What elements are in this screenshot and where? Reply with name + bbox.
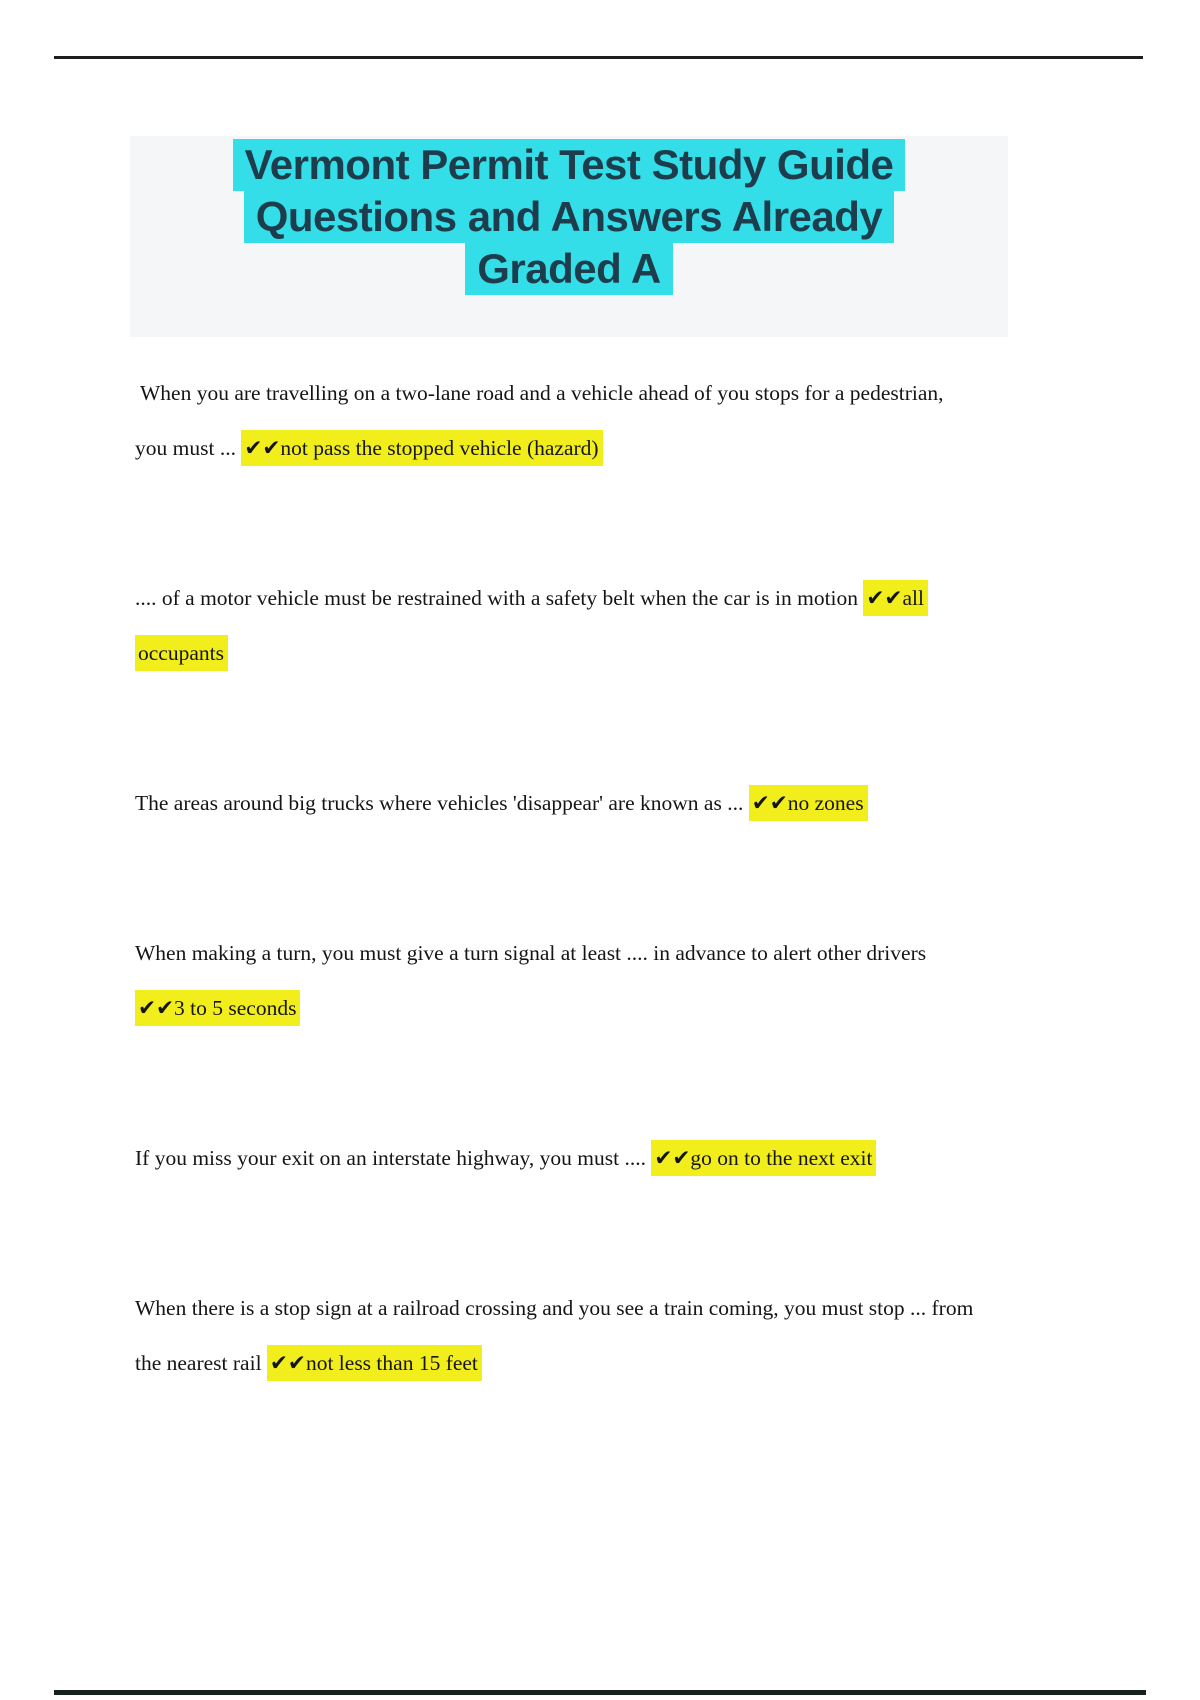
highlighted-answer: ✔✔not less than 15 feet — [267, 1345, 482, 1381]
qa-list — [135, 337, 1145, 1486]
highlighted-answer: ✔✔3 to 5 seconds — [135, 990, 300, 1026]
page-title-row — [130, 191, 1008, 243]
question-text: If you miss your exit on an interstate highway, you must .... — [135, 1146, 652, 1170]
question-text: you must ... — [135, 436, 242, 460]
page-title-row — [130, 243, 1008, 295]
qa-line — [135, 926, 1145, 981]
qa-line — [135, 981, 1145, 1036]
qa-item — [135, 1281, 1145, 1391]
highlighted-answer: ✔✔go on to the next exit — [651, 1140, 876, 1176]
question-text: The areas around big trucks where vehicles 'disappear' are known as ... — [135, 791, 749, 815]
page-title-line-2: Questions and Answers Already — [244, 191, 895, 243]
qa-line — [135, 571, 1145, 626]
qa-line — [135, 366, 1145, 421]
highlighted-answer: ✔✔no zones — [749, 785, 868, 821]
highlighted-answer: ✔✔not pass the stopped vehicle (hazard) — [241, 430, 602, 466]
qa-line — [135, 421, 1145, 476]
qa-item — [135, 776, 1145, 831]
qa-item — [135, 1131, 1145, 1186]
page-title-row — [130, 139, 1008, 191]
highlighted-answer: ✔✔all — [863, 580, 928, 616]
qa-item — [135, 571, 1145, 681]
qa-item — [135, 366, 1145, 476]
qa-line — [135, 776, 1145, 831]
question-text: When there is a stop sign at a railroad crossing and you see a train coming, you must stop ... from — [135, 1296, 974, 1320]
qa-line — [135, 1281, 1145, 1336]
qa-line — [135, 1131, 1145, 1186]
question-text: When making a turn, you must give a turn signal at least .... in advance to alert other drivers — [135, 941, 927, 965]
qa-item — [135, 926, 1145, 1036]
question-text: the nearest rail — [135, 1351, 267, 1375]
title-block — [130, 136, 1008, 337]
page-title-line-3: Graded A — [465, 243, 672, 295]
question-text: When you are travelling on a two-lane road and a vehicle ahead of you stops for a pedestrian, — [135, 381, 944, 405]
qa-line — [135, 626, 1145, 681]
bottom-divider — [54, 1690, 1146, 1695]
top-divider — [54, 56, 1143, 59]
page-title-line-1: Vermont Permit Test Study Guide — [233, 139, 906, 191]
question-text: .... of a motor vehicle must be restrained with a safety belt when the car is in motion — [135, 586, 864, 610]
qa-line — [135, 1336, 1145, 1391]
highlighted-answer: occupants — [135, 635, 228, 671]
